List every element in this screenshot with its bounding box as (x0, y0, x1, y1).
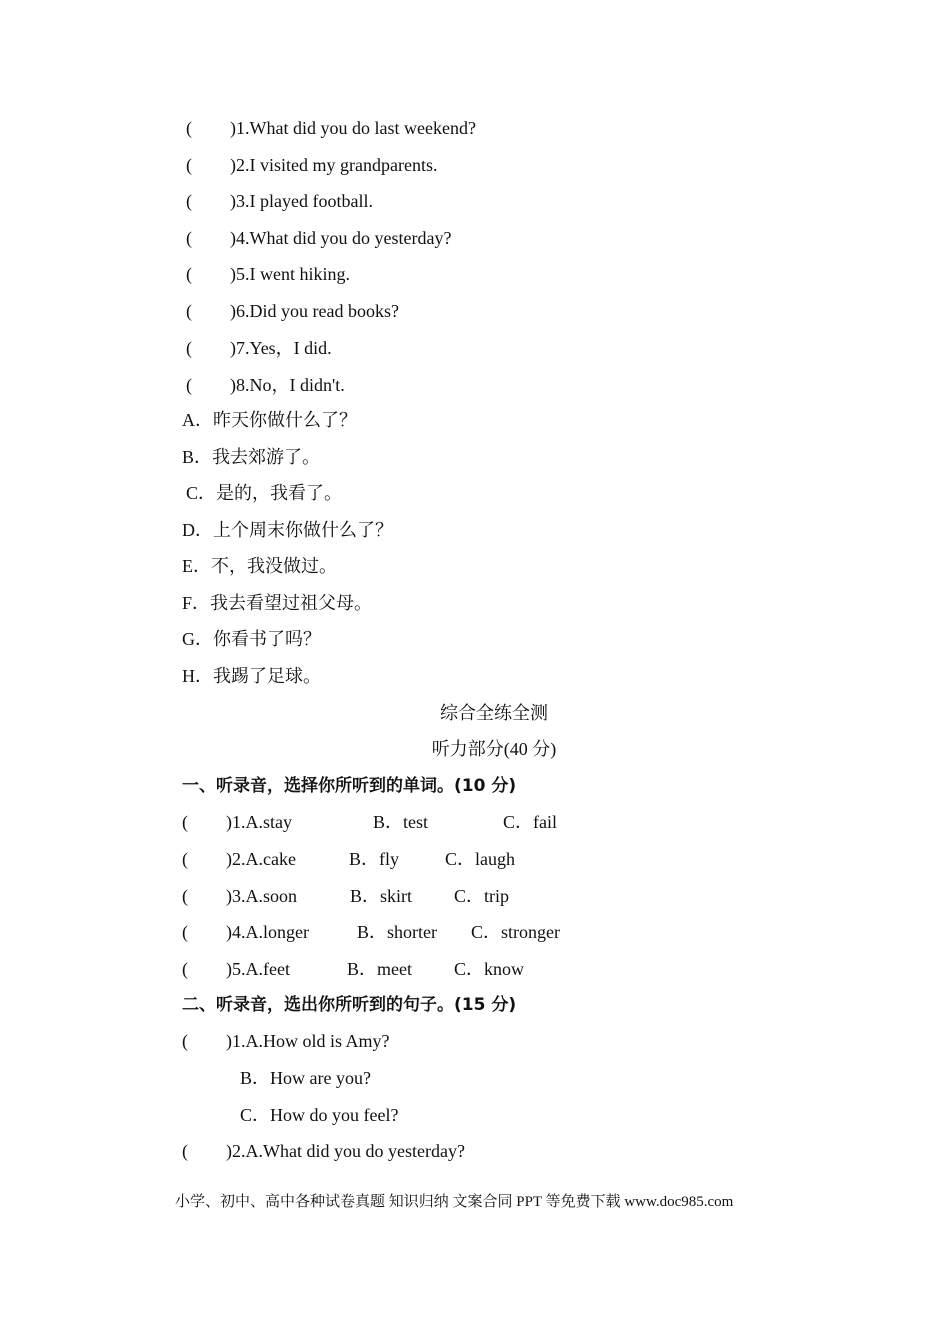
answer-blank[interactable]: ( (186, 338, 192, 358)
answer-blank[interactable]: ( (186, 191, 192, 211)
part1-item-2 (182, 848, 515, 870)
question-2 (186, 154, 437, 176)
option-b: B．test (373, 812, 429, 832)
part2-q1-option-c: C．How do you feel? (240, 1105, 399, 1125)
page-footer: 小学、初中、高中各种试卷真题 知识归纳 文案合同 PPT 等免费下载 www.doc985.com (175, 1194, 734, 1210)
option-a: )3.A.soon (226, 886, 297, 906)
section-title: 综合全练全测 (440, 703, 548, 723)
option-c: C．是的，我看了。 (186, 483, 343, 503)
option-a: )1.A.stay (226, 812, 292, 832)
part1-item-1 (182, 811, 557, 833)
answer-blank[interactable]: ( (186, 375, 192, 395)
option-b: B．skirt (350, 886, 413, 906)
part2-question-1 (182, 1030, 390, 1052)
part1-heading: 一、听录音，选择你所听到的单词。(10 分) (182, 776, 517, 796)
question-text: )6.Did you read books? (230, 301, 399, 321)
answer-blank[interactable]: ( (182, 812, 188, 832)
option-b: B．shorter (357, 922, 437, 942)
question-8 (186, 374, 345, 396)
question-5 (186, 263, 350, 285)
part2-heading: 二、听录音，选出你所听到的句子。(15 分) (182, 995, 517, 1015)
option-e: E．不，我没做过。 (182, 556, 337, 576)
question-1 (186, 117, 476, 139)
question-3 (186, 190, 373, 212)
option-g: G．你看书了吗？ (182, 629, 321, 649)
option-a: )1.A.How old is Amy? (226, 1031, 390, 1051)
question-4 (186, 227, 451, 249)
answer-blank[interactable]: ( (182, 1141, 188, 1161)
question-text: )2.I visited my grandparents. (230, 155, 438, 175)
option-a: )5.A.feet (226, 959, 290, 979)
option-a: )4.A.longer (226, 922, 309, 942)
answer-blank[interactable]: ( (186, 264, 192, 284)
part1-item-5 (182, 958, 524, 980)
answer-blank[interactable]: ( (186, 301, 192, 321)
answer-blank[interactable]: ( (182, 849, 188, 869)
option-c: C．fail (503, 812, 557, 832)
answer-blank[interactable]: ( (182, 886, 188, 906)
question-6 (186, 300, 399, 322)
option-c: C．know (454, 959, 525, 979)
question-text: )5.I went hiking. (230, 264, 350, 284)
option-b: B．我去郊游了。 (182, 447, 321, 467)
part2-question-2 (182, 1140, 465, 1162)
option-a: )2.A.What did you do yesterday? (226, 1141, 465, 1161)
option-a: )2.A.cake (226, 849, 296, 869)
option-b: B．meet (347, 959, 412, 979)
part2-q1-option-b: B．How are you? (240, 1068, 371, 1088)
part1-item-4 (182, 921, 560, 943)
option-f: F．我去看望过祖父母。 (182, 593, 373, 613)
option-c: C．laugh (445, 849, 515, 869)
subsection-title: 听力部分(40 分) (431, 739, 557, 759)
option-a: A．昨天你做什么了？ (182, 410, 357, 430)
part1-item-3 (182, 885, 509, 907)
answer-blank[interactable]: ( (186, 228, 192, 248)
answer-blank[interactable]: ( (182, 922, 188, 942)
option-d: D．上个周末你做什么了？ (182, 520, 393, 540)
option-b: B．fly (349, 849, 400, 869)
answer-blank[interactable]: ( (186, 155, 192, 175)
answer-blank[interactable]: ( (182, 1031, 188, 1051)
question-text: )8.No，I didn't. (230, 375, 345, 395)
question-text: )4.What did you do yesterday? (230, 228, 452, 248)
question-text: )1.What did you do last weekend? (230, 118, 476, 138)
question-7 (186, 337, 332, 359)
question-text: )3.I played football. (230, 191, 373, 211)
question-text: )7.Yes，I did. (230, 338, 332, 358)
option-c: C．stronger (471, 922, 560, 942)
answer-blank[interactable]: ( (186, 118, 192, 138)
option-h: H．我踢了足球。 (182, 666, 321, 686)
option-c: C．trip (454, 886, 510, 906)
answer-blank[interactable]: ( (182, 959, 188, 979)
